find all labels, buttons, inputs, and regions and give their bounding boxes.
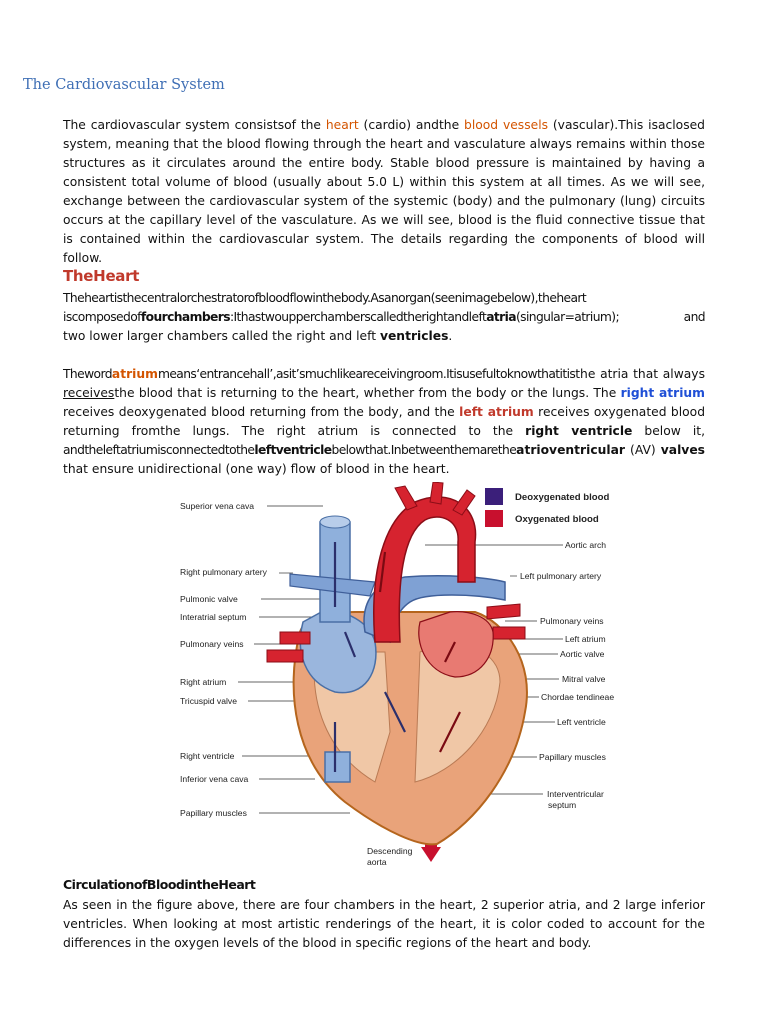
legend-swatch-deoxygenated xyxy=(485,488,503,505)
text-run: receives deoxygenated blood returning from the body, and the xyxy=(63,405,460,419)
term-receives: receives xyxy=(63,386,115,400)
term-left-atrium: left atrium xyxy=(459,405,534,419)
text-run: :Ithastwoupperchamberscalledtherightandleft xyxy=(229,310,487,324)
text-run: (AV) xyxy=(630,443,656,457)
term-atrioventricular: atrioventricular xyxy=(516,443,625,457)
text-run: Theword xyxy=(63,367,112,381)
label-aortic-arch: Aortic arch xyxy=(565,540,607,550)
text-run: and xyxy=(683,310,705,324)
intro-paragraph xyxy=(63,116,705,268)
heart-paragraph xyxy=(63,289,705,346)
text-run: . xyxy=(448,329,453,343)
label-left-atrium: Left atrium xyxy=(565,634,606,644)
text-run: iscomposedof xyxy=(63,310,141,324)
term-heart: heart xyxy=(325,118,359,132)
label-aortic-valve: Aortic valve xyxy=(560,649,605,659)
label-interatrial-septum: Interatrial septum xyxy=(180,612,247,622)
term-valves: valves xyxy=(660,443,705,457)
label-interventricular: Interventricular xyxy=(547,789,604,799)
text-line xyxy=(63,289,705,308)
label-left-ventricle: Left ventricle xyxy=(557,717,606,727)
text-run: andtheleftatriumisconnectedtothe xyxy=(63,443,255,457)
heart-diagram xyxy=(175,482,635,870)
label-pulmonary-veins-right: Pulmonary veins xyxy=(540,616,604,626)
label-right-ventricle: Right ventricle xyxy=(180,751,235,761)
text-run: that ensure unidirectional (one way) flow of blood in the heart. xyxy=(63,462,450,476)
section-heading-circulation: CirculationofBloodintheHeart xyxy=(63,877,256,892)
text-run: (vascular).This isaclosed system, meaning that the blood flowing through the heart and vasculature always remains within those structures as it circulates around the entire body. Stable blood pressure is maintained by having a consistent total volume of blood (usually about 5.0 L) within this system at all times. As we will see, exchange between the cardiovascular system of the systemic (body) and the pulmonary (lung) circuits occurs at the capillary level of the vasculature. As we will see, blood is the fluid connective tissue that is contained within the cardiovascular system. The details regarding the components of blood will follow. xyxy=(63,118,705,265)
text-run: the blood that is returning to the heart, whether from the body or the lungs. The xyxy=(114,386,621,400)
label-superior-vena-cava: Superior vena cava xyxy=(180,501,255,511)
text-run: receives oxygenated blood returning fromthe lungs. The right atrium is connected to the xyxy=(63,405,705,438)
term-right-atrium: right atrium xyxy=(620,386,706,400)
term-ventricles: ventricles xyxy=(379,329,449,343)
label-aorta: aorta xyxy=(367,857,387,867)
legend-swatch-oxygenated xyxy=(485,510,503,527)
label-septum: septum xyxy=(548,800,577,810)
label-mitral-valve: Mitral valve xyxy=(562,674,606,684)
label-papillary-muscles-left: Papillary muscles xyxy=(180,808,247,818)
term-four-chambers: fourchambers xyxy=(140,310,230,324)
label-papillary-muscles-right: Papillary muscles xyxy=(539,752,606,762)
label-inferior-vena-cava: Inferior vena cava xyxy=(180,774,249,784)
term-atria: atria xyxy=(486,310,516,324)
term-left-ventricle: leftventricle xyxy=(254,443,332,457)
label-left-pulmonary-artery: Left pulmonary artery xyxy=(520,571,602,581)
legend-label-oxygenated: Oxygenated blood xyxy=(515,514,599,525)
circulation-paragraph: As seen in the figure above, there are four chambers in the heart, 2 superior atria, and 2 large inferior ventricles. When looking at most artistic renderings of the heart, it is color coded to account for the differences in the oxygen levels of the blood in specific regions of the heart and body. xyxy=(63,898,705,950)
text-run: The cardiovascular system consistsof the xyxy=(63,118,326,132)
legend-label-deoxygenated: Deoxygenated blood xyxy=(515,492,610,503)
text-line xyxy=(63,308,705,327)
text-run: (singular=atrium); xyxy=(515,310,620,324)
text-run: (cardio) andthe xyxy=(358,118,465,132)
text-run: Theheartisthecentralorchestratorofbloodflowinthebody.Asanorgan(seenimagebelow),theheart xyxy=(63,291,587,305)
text-run: means‘entrancehall’,asit’smuchlikeareceivingroom.Itisusefultoknowthatitis xyxy=(157,367,576,381)
section-heading-heart: TheHeart xyxy=(63,267,140,285)
text-line xyxy=(63,327,705,346)
label-descending: Descending xyxy=(367,846,413,856)
label-right-pulmonary-artery: Right pulmonary artery xyxy=(180,567,267,577)
document-title: The Cardiovascular System xyxy=(23,77,225,93)
text-run: the atria that always xyxy=(575,367,705,381)
atrium-paragraph xyxy=(63,365,705,479)
text-run: two lower larger chambers called the right and left xyxy=(63,329,380,343)
text-run: belowthat.Inbetweenthemarethe xyxy=(331,443,517,457)
label-chordae-tendineae: Chordae tendineae xyxy=(541,692,615,702)
label-tricuspid-valve: Tricuspid valve xyxy=(180,696,237,706)
term-blood-vessels: blood vessels xyxy=(464,118,549,132)
term-atrium: atrium xyxy=(111,367,158,381)
label-pulmonary-veins-left: Pulmonary veins xyxy=(180,639,244,649)
label-right-atrium: Right atrium xyxy=(180,677,227,687)
label-pulmonic-valve: Pulmonic valve xyxy=(180,594,238,604)
term-right-ventricle: right ventricle xyxy=(525,424,633,438)
text-run: below it, xyxy=(632,424,705,438)
